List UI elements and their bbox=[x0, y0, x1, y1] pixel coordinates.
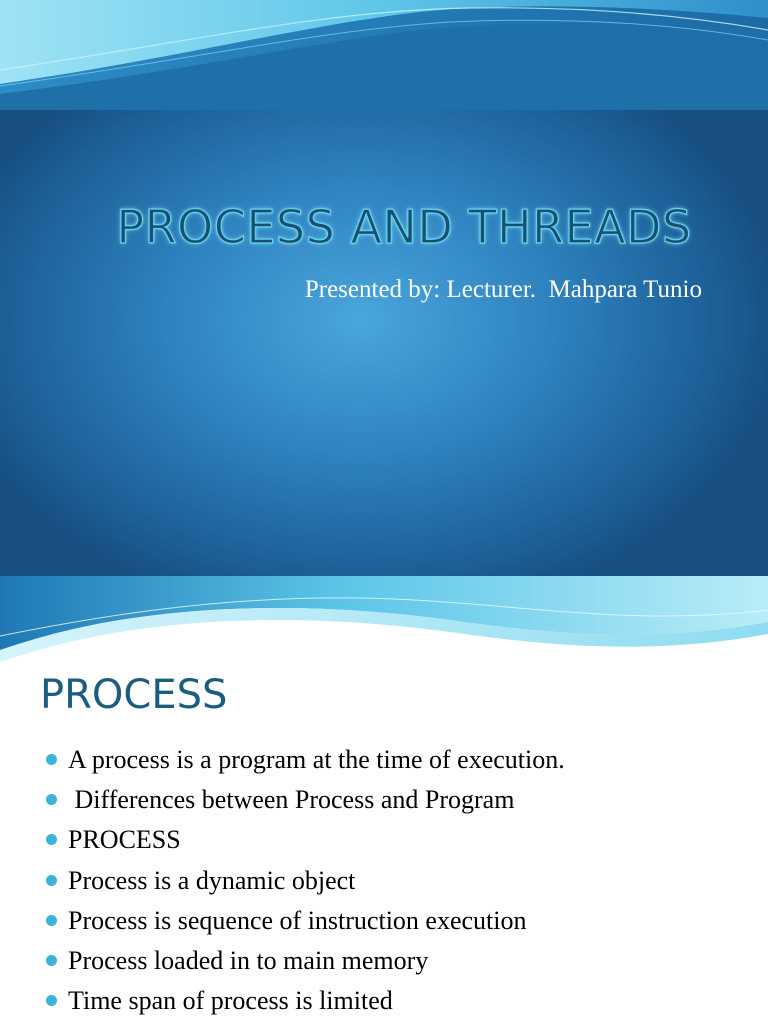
slide-subtitle: Presented by: Lecturer. Mahpara Tunio bbox=[304, 276, 702, 303]
bullet-item bbox=[46, 820, 565, 860]
slide-title: PROCESS AND THREADS bbox=[116, 200, 692, 254]
bullet-item bbox=[46, 901, 565, 941]
bullet-text: PROCESS bbox=[68, 825, 181, 855]
slide-heading: PROCESS bbox=[40, 672, 228, 718]
content-slide bbox=[0, 576, 768, 1024]
bullet-text: Time span of process is limited bbox=[68, 986, 393, 1016]
bullet-icon bbox=[46, 834, 57, 845]
bullet-icon bbox=[46, 794, 57, 805]
bullet-item bbox=[46, 740, 565, 780]
bullet-item bbox=[46, 981, 565, 1021]
bullet-icon bbox=[46, 754, 57, 765]
bullet-text: Process is a dynamic object bbox=[68, 865, 356, 895]
bullet-item bbox=[46, 861, 565, 901]
bullet-text: Process loaded in to main memory bbox=[68, 945, 429, 975]
bullet-icon bbox=[46, 995, 57, 1006]
decorative-wave bbox=[0, 0, 768, 110]
bullet-text: Process is sequence of instruction execution bbox=[68, 905, 527, 935]
bullet-icon bbox=[46, 875, 57, 886]
bullet-text: Differences between Process and Program bbox=[68, 785, 515, 815]
bullet-text: A process is a program at the time of execution. bbox=[68, 745, 565, 774]
bullet-item bbox=[46, 941, 565, 981]
decorative-wave bbox=[0, 576, 768, 666]
bullet-item bbox=[46, 780, 565, 820]
bullet-list bbox=[46, 740, 565, 1021]
bullet-icon bbox=[46, 915, 57, 926]
bullet-icon bbox=[46, 955, 57, 966]
